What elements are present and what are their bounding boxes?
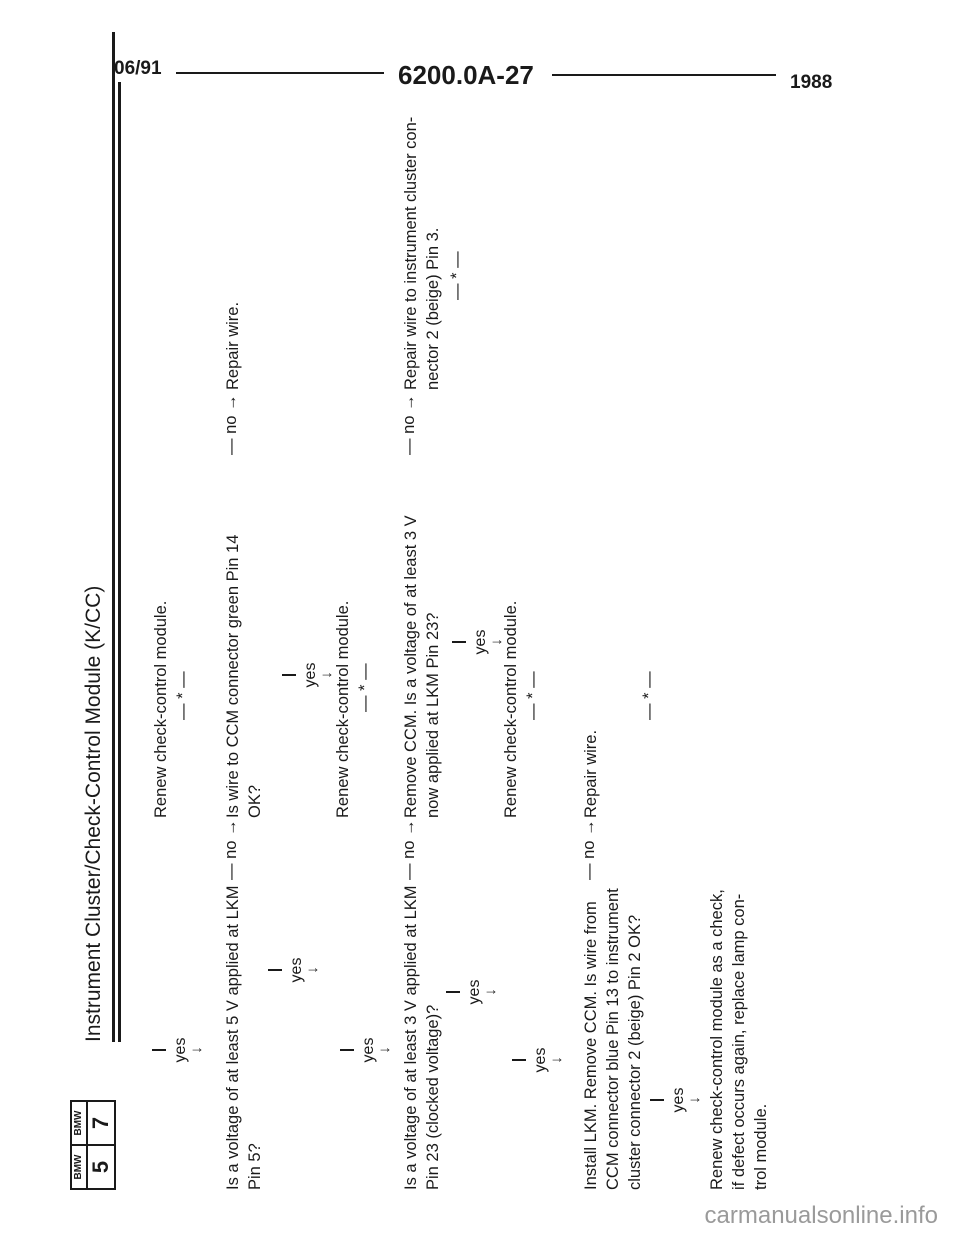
yes-arrow: ↓	[304, 966, 321, 974]
title-underline	[112, 32, 115, 1042]
yes-label: yes	[172, 1037, 189, 1063]
yes-label: yes	[288, 957, 305, 983]
q3-yes-line3: trol module.	[752, 1103, 770, 1190]
logo-right-bottom: 7	[88, 1116, 113, 1130]
end-mark-5: — * —	[640, 671, 658, 720]
yes-branch-1	[152, 1030, 204, 1070]
renew-top-text: Renew check-control module.	[152, 600, 170, 818]
question-2	[400, 885, 444, 1190]
yes-arrow: ↓	[548, 1056, 565, 1064]
end-mark-3: — * —	[448, 251, 466, 300]
bmw-series-logo	[70, 1100, 116, 1190]
yes-label: yes	[466, 979, 483, 1005]
yes-branch-q2	[446, 972, 498, 1012]
yes-bar	[268, 969, 282, 971]
question-1	[222, 885, 266, 1190]
yes-label: yes	[302, 662, 319, 688]
yes-branch-q1-no	[282, 655, 334, 695]
logo-left-bottom: 5	[88, 1160, 113, 1174]
q3-line3: cluster connector 2 (beige) Pin 2 OK?	[626, 914, 644, 1190]
question-2-no	[400, 515, 444, 818]
header-code: 6200.0A-27	[398, 60, 534, 90]
q3-line1: Install LKM. Remove CCM. Is wire from	[582, 901, 600, 1190]
yes-label: yes	[360, 1037, 377, 1063]
q1-no-yes-result	[332, 601, 354, 818]
yes-bar	[650, 1099, 664, 1101]
q3-no-arrow: — no →	[580, 819, 598, 880]
header-date: 06/91	[114, 58, 162, 79]
yes-arrow: ↓	[482, 988, 499, 996]
logo-right-top: BMW	[72, 1102, 88, 1144]
q1-no-no-arrow: — no →	[222, 394, 240, 455]
q2-no-arrow: — no →	[400, 819, 418, 880]
q2-no-line1: Remove CCM. Is a voltage of at least 3 V	[402, 515, 420, 818]
yes-bar	[512, 1059, 526, 1061]
yes-bar	[446, 991, 460, 993]
q2-no-no-line2: nector 2 (beige) Pin 3.	[424, 227, 442, 390]
yes-branch-q1	[268, 950, 320, 990]
yes-arrow: ↓	[488, 638, 505, 646]
q2-no-line2: now applied at LKM Pin 23?	[424, 612, 442, 818]
yes-branch-q3	[650, 1080, 702, 1120]
yes-label: yes	[532, 1047, 549, 1073]
q2-no-no-result	[400, 117, 444, 390]
q1-no-arrow: — no →	[222, 819, 240, 880]
renew-module-3: Renew check-control module.	[502, 600, 520, 818]
repair-wire-1: Repair wire.	[224, 301, 242, 390]
renew-module-2: Renew check-control module.	[334, 600, 352, 818]
watermark: carmanualsonline.info	[704, 1202, 938, 1229]
yes-arrow: ↓	[188, 1046, 205, 1054]
q1-no-line1: Is wire to CCM connector green Pin 14	[224, 534, 242, 818]
q2-no-no-line1: Repair wire to instrument cluster con-	[402, 116, 420, 390]
yes-arrow: ↓	[376, 1046, 393, 1054]
yes-label: yes	[472, 629, 489, 655]
yes-branch-3	[512, 1040, 564, 1080]
yes-bar	[282, 674, 296, 676]
q3-yes-result	[706, 889, 772, 1190]
q1-no-no-result	[222, 302, 244, 390]
end-mark-2: — * —	[356, 663, 374, 712]
q2-no-yes-result	[500, 601, 522, 818]
header-year: 1988	[790, 72, 833, 93]
yes-label: yes	[670, 1087, 687, 1113]
logo-left-top: BMW	[72, 1146, 88, 1188]
repair-wire-3: Repair wire.	[582, 729, 600, 818]
q3-no-result	[580, 730, 602, 818]
question-3	[580, 888, 646, 1190]
q2-no-no-arrow: — no →	[400, 394, 418, 455]
q1-line2: Pin 5?	[246, 1143, 264, 1190]
yes-bar	[452, 641, 466, 643]
renew-module-top	[150, 601, 172, 818]
q2-line1: Is a voltage of at least 3 V applied at LKM	[402, 885, 420, 1190]
yes-arrow: ↓	[686, 1096, 703, 1104]
q1-no-line2: OK?	[246, 784, 264, 818]
end-mark-top: — * —	[174, 671, 192, 720]
logo-right-cell	[72, 1102, 114, 1144]
q3-line2: CCM connector blue Pin 13 to instrument	[604, 888, 622, 1190]
section-title: Instrument Cluster/Check-Control Module (K/CC)	[82, 585, 105, 1042]
left-vertical-rule	[118, 82, 121, 1042]
yes-bar	[152, 1049, 166, 1051]
q3-yes-line1: Renew check-control module as a check,	[708, 889, 726, 1190]
q3-yes-line2: if defect occurs again, replace lamp con-	[730, 893, 748, 1190]
end-mark-4: — * —	[524, 671, 542, 720]
logo-left-cell	[72, 1144, 114, 1188]
yes-bar	[340, 1049, 354, 1051]
yes-branch-2	[340, 1030, 392, 1070]
yes-branch-q2-no	[452, 622, 504, 662]
question-1-no	[222, 535, 266, 818]
q2-line2: Pin 23 (clocked voltage)?	[424, 1004, 442, 1190]
q1-line1: Is a voltage of at least 5 V applied at LKM	[224, 885, 242, 1190]
yes-arrow: ↓	[318, 671, 335, 679]
